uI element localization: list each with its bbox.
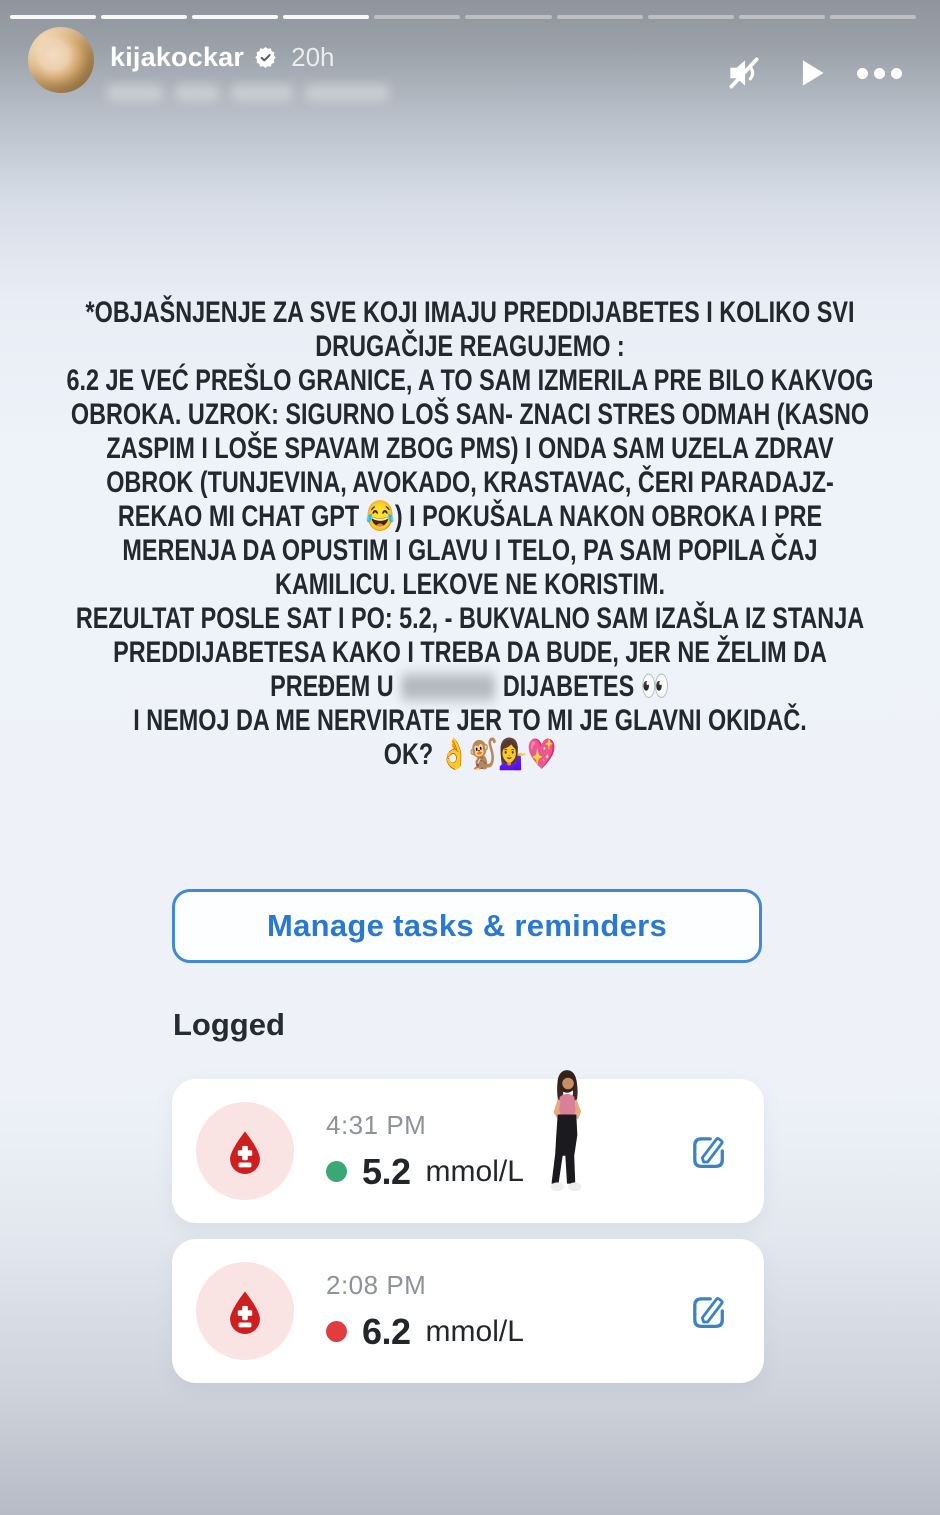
story-text-line-censored [33,670,907,704]
story-text-line: 6.2 JE VEĆ PREŠLO GRANICE, A TO SAM IZMERILA PRE BILO KAKVOG [66,364,874,397]
avatar[interactable] [28,27,94,93]
story-text-line: PREDDIJABETESA KAKO I TREBA DA BUDE, JER NE ŽELIM DA [113,636,827,669]
story-progress-segment [739,15,825,19]
status-dot [326,1161,347,1182]
story-text-line: DRUGAČIJE REAGUJEMO : [315,330,625,363]
username[interactable]: kijakockar [110,42,245,72]
log-entry-card[interactable] [172,1079,764,1223]
censored-line-after: DIJABETES 👀 [502,670,670,703]
blurred-location-text [106,84,390,101]
story-timestamp: 20h [291,42,335,72]
blood-drop-icon [222,1288,268,1334]
story-progress-segment [283,15,369,19]
story-progress-segment [374,15,460,19]
edit-pencil-square-icon [686,1129,730,1173]
verified-badge-icon [254,46,277,69]
walking-woman-avatar [541,1068,593,1194]
blood-drop-badge [196,1262,294,1360]
story-progress-segment [830,15,916,19]
edit-pencil-square-icon [686,1289,730,1333]
story-progress-segment [465,15,551,19]
log-entry-card[interactable] [172,1239,764,1383]
status-dot [326,1321,347,1342]
story-text-line: REZULTAT POSLE SAT I PO: 5.2, - BUKVALNO SAM IZAŠLA IZ STANJA [75,602,865,635]
logged-section-title: Logged [173,1007,285,1042]
entry-value: 5.2 [362,1150,411,1192]
entry-unit: mmol/L [425,1154,524,1188]
story-text-line: OBROKA. UZROK: SIGURNO LOŠ SAN- ZNACI STRES ODMAH (KASNO [70,398,870,431]
more-options-icon[interactable] [857,68,902,79]
blood-drop-badge [196,1102,294,1200]
story-progress-segment [648,15,734,19]
entry-value: 6.2 [362,1310,411,1352]
edit-entry-button[interactable] [686,1289,730,1333]
edit-entry-button[interactable] [686,1129,730,1173]
blood-drop-icon [222,1128,268,1174]
entry-time: 2:08 PM [326,1269,427,1300]
story-progress-segment [101,15,187,19]
story-progress-bar[interactable] [10,15,916,19]
story-progress-segment [192,15,278,19]
story-text-line: *OBJAŠNJENJE ZA SVE KOJI IMAJU PREDDIJABETES I KOLIKO SVI [85,296,855,329]
entry-time: 4:31 PM [326,1109,427,1140]
story-text-block [33,296,907,772]
story-text-line: I NEMOJ DA ME NERVIRATE JER TO MI JE GLAVNI OKIDAČ. [133,704,807,737]
play-icon[interactable] [793,55,829,91]
story-progress-segment [557,15,643,19]
story-text-line: MERENJA DA OPUSTIM I GLAVU I TELO, PA SAM POPILA ČAJ [122,534,818,567]
sound-off-icon[interactable] [723,52,765,94]
story-text-line: ZASPIM I LOŠE SPAVAM ZBOG PMS) I ONDA SAM UZELA ZDRAV [106,432,834,465]
manage-tasks-button[interactable]: Manage tasks & reminders [172,889,762,963]
story-text-line: KAMILICU. LEKOVE NE KORISTIM. [274,568,665,601]
entry-unit: mmol/L [425,1314,524,1348]
censored-word [401,674,495,700]
story-text-line: OK? 👌🐒💁‍♀️💖 [383,738,557,771]
censored-line-before: PREĐEM U [270,670,394,703]
story-text-line: REKAO MI CHAT GPT 😂) I POKUŠALA NAKON OBROKA I PRE [117,500,823,533]
story-progress-segment [10,15,96,19]
story-text-line: OBROK (TUNJEVINA, AVOKADO, KRASTAVAC, ČERI PARADAJZ- [106,466,834,499]
